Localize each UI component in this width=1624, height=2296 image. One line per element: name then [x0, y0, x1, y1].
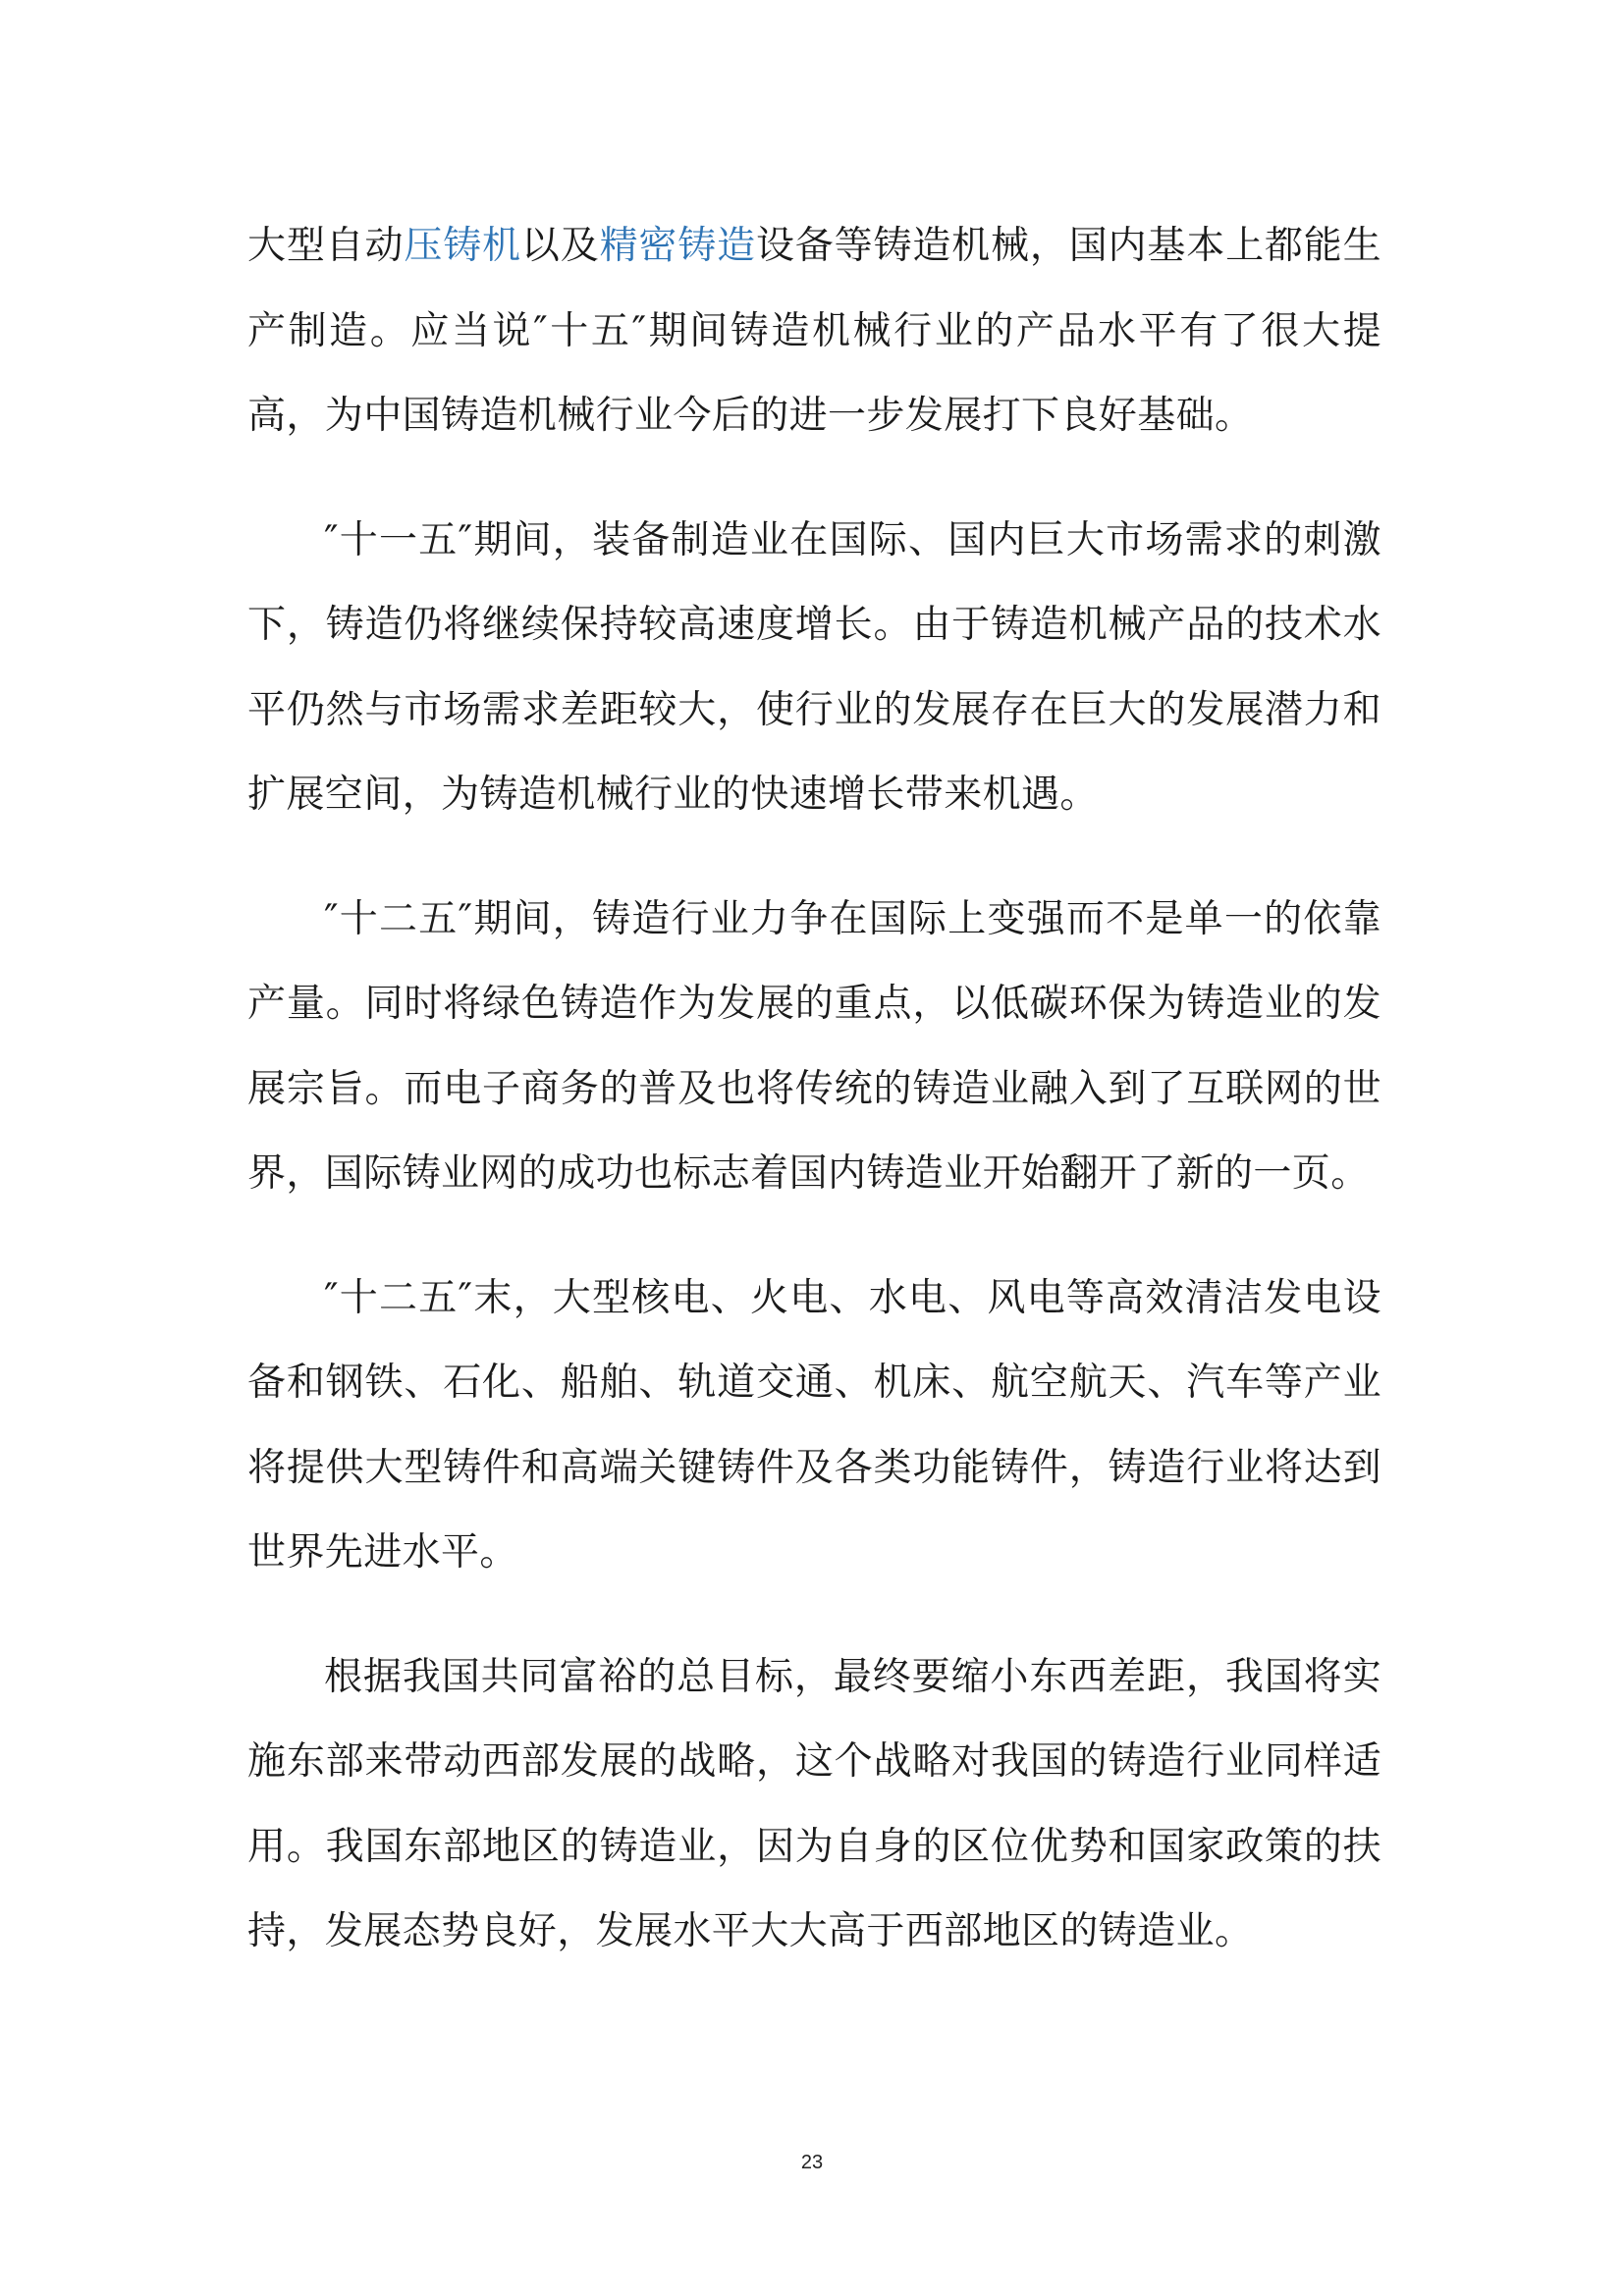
page-number: 23 [800, 2152, 824, 2173]
paragraph-5 [247, 1635, 1381, 1975]
paragraph-1-text-1: 大型自动 [247, 224, 405, 268]
paragraph-1-text-2: 以及 [520, 224, 600, 268]
paragraph-4 [247, 1256, 1381, 1596]
paragraph-3-text: ″十二五″期间，铸造行业力争在国际上变强而不是单一的依靠产量。同时将绿色铸造作为发展的重点，以低碳环保为铸造业的发展宗旨。而电子商务的普及也将传统的铸造业融入到了互联网的世界，国际铸业网的成功也标志着国内铸造业开始翻开了新的一页。 [247, 896, 1381, 1196]
paragraph-2-text: ″十一五″期间，装备制造业在国际、国内巨大市场需求的刺激下，铸造仍将继续保持较高速度增长。由于铸造机械产品的技术水平仍然与市场需求差距较大，使行业的发展存在巨大的发展潜力和扩展空间，为铸造机械行业的快速增长带来机遇。 [247, 517, 1381, 817]
paragraph-1-text-3: 设备等铸造机械，国内基本上都能生产制造。应当说″十五″期间铸造机械行业的产品水平有了很大提高，为中国铸造机械行业今后的进一步发展打下良好基础。 [247, 224, 1381, 438]
paragraph-4-text: ″十二五″末，大型核电、火电、水电、风电等高效清洁发电设备和钢铁、石化、船舶、轨道交通、机床、航空航天、汽车等产业将提供大型铸件和高端关键铸件及各类功能铸件，铸造行业将达到世界先进水平。 [247, 1275, 1381, 1575]
body-text [247, 204, 1381, 1975]
paragraph-5-text: 根据我国共同富裕的总目标，最终要缩小东西差距，我国将实施东部来带动西部发展的战略，这个战略对我国的铸造行业同样适用。我国东部地区的铸造业，因为自身的区位优势和国家政策的扶持，发展态势良好，发展水平大大高于西部地区的铸造业。 [247, 1654, 1381, 1953]
precision-casting-link[interactable]: 精密铸造 [599, 224, 756, 268]
paragraph-1 [247, 204, 1381, 459]
paragraph-3 [247, 878, 1381, 1217]
paragraph-2 [247, 499, 1381, 838]
die-casting-machine-link[interactable]: 压铸机 [404, 224, 521, 268]
